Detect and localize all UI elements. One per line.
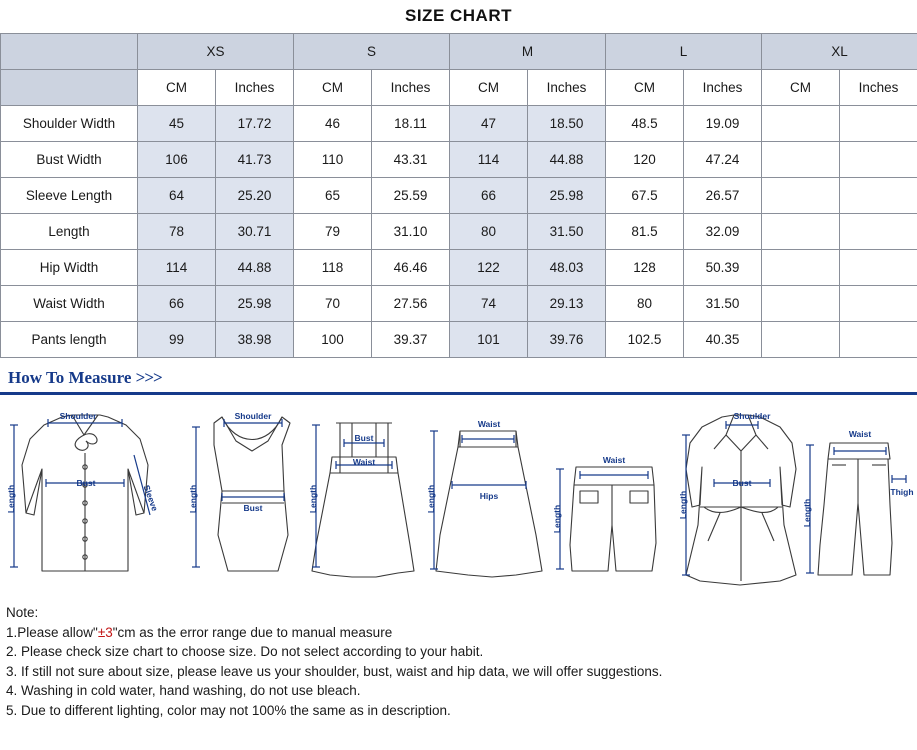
svg-text:Bust: Bust (732, 478, 752, 488)
cell-pants-length-xs-in: 38.98 (216, 322, 294, 358)
cell-waist-width-s-in: 27.56 (372, 286, 450, 322)
svg-text:Bust: Bust (354, 433, 374, 443)
arrows-glyph: >>> (135, 368, 162, 387)
cell-sleeve-length-m-in: 25.98 (528, 178, 606, 214)
svg-text:Bust: Bust (76, 478, 96, 488)
cell-length-l-in: 32.09 (684, 214, 762, 250)
figure-camisole (214, 417, 290, 571)
svg-text:Length: Length (552, 504, 562, 534)
cell-pants-length-xl-in (840, 322, 917, 358)
table-row (1, 250, 917, 286)
cell-shoulder-width-xs-in: 17.72 (216, 106, 294, 142)
size-header-xl: XL (762, 34, 917, 70)
note-item-5: 5. Due to different lighting, color may not 100% the same as in description. (6, 702, 451, 718)
cell-hip-width-m-in: 48.03 (528, 250, 606, 286)
row-label-hip-width: Hip Width (1, 250, 138, 286)
cell-hip-width-s-in: 46.46 (372, 250, 450, 286)
cell-hip-width-xl-in (840, 250, 917, 286)
row-label-waist-width: Waist Width (1, 286, 138, 322)
cell-pants-length-l-in: 40.35 (684, 322, 762, 358)
svg-text:Waist: Waist (352, 457, 376, 467)
cell-shoulder-width-m-in: 18.50 (528, 106, 606, 142)
note-1-tolerance: ±3 (97, 624, 113, 640)
cell-shoulder-width-l-in: 19.09 (684, 106, 762, 142)
figure-a-line-skirt (436, 431, 542, 577)
row-label-length: Length (1, 214, 138, 250)
cell-pants-length-s-in: 39.37 (372, 322, 450, 358)
table-row (1, 214, 917, 250)
cell-length-l-cm: 81.5 (606, 214, 684, 250)
note-item-1 (6, 623, 917, 643)
cell-bust-width-l-in: 47.24 (684, 142, 762, 178)
svg-text:Length: Length (308, 484, 318, 514)
cell-hip-width-m-cm: 122 (450, 250, 528, 286)
how-to-measure-heading (0, 358, 917, 388)
cell-bust-width-xl-cm (762, 142, 840, 178)
cell-waist-width-xs-cm: 66 (138, 286, 216, 322)
page-title: SIZE CHART (405, 6, 512, 25)
cell-pants-length-l-cm: 102.5 (606, 322, 684, 358)
cell-waist-width-xl-in (840, 286, 917, 322)
row-label-sleeve-length: Sleeve Length (1, 178, 138, 214)
cell-hip-width-l-in: 50.39 (684, 250, 762, 286)
table-row (1, 286, 917, 322)
cell-sleeve-length-m-cm: 66 (450, 178, 528, 214)
row-label-pants-length: Pants length (1, 322, 138, 358)
cell-pants-length-m-cm: 101 (450, 322, 528, 358)
table-row (1, 106, 917, 142)
cell-shoulder-width-s-cm: 46 (294, 106, 372, 142)
cell-bust-width-m-in: 44.88 (528, 142, 606, 178)
figure-shorts (570, 467, 656, 571)
table-row (1, 322, 917, 358)
cell-pants-length-s-cm: 100 (294, 322, 372, 358)
unit-header-xl-cm: CM (762, 70, 840, 106)
svg-text:Length: Length (802, 498, 812, 528)
cell-sleeve-length-xl-in (840, 178, 917, 214)
cell-bust-width-xs-cm: 106 (138, 142, 216, 178)
cell-shoulder-width-m-cm: 47 (450, 106, 528, 142)
size-chart-table (0, 33, 917, 358)
svg-text:Waist: Waist (602, 455, 626, 465)
cell-hip-width-xs-cm: 114 (138, 250, 216, 286)
row-label-shoulder-width: Shoulder Width (1, 106, 138, 142)
cell-shoulder-width-xl-cm (762, 106, 840, 142)
unit-header-m-cm: CM (450, 70, 528, 106)
cell-length-s-cm: 79 (294, 214, 372, 250)
cell-sleeve-length-xl-cm (762, 178, 840, 214)
table-row (1, 178, 917, 214)
cell-sleeve-length-s-cm: 65 (294, 178, 372, 214)
table-corner-cell (1, 34, 138, 70)
cell-waist-width-m-in: 29.13 (528, 286, 606, 322)
svg-text:Bust: Bust (243, 503, 263, 513)
cell-hip-width-xs-in: 44.88 (216, 250, 294, 286)
cell-bust-width-m-cm: 114 (450, 142, 528, 178)
note-1-post: "cm as the error range due to manual measure (112, 624, 393, 640)
unit-header-xl-in: Inches (840, 70, 917, 106)
cell-length-m-cm: 80 (450, 214, 528, 250)
row-label-bust-width: Bust Width (1, 142, 138, 178)
svg-text:Waist: Waist (477, 419, 501, 429)
cell-bust-width-l-cm: 120 (606, 142, 684, 178)
measure-illustrations (0, 395, 917, 595)
cell-bust-width-xs-in: 41.73 (216, 142, 294, 178)
svg-text:Waist: Waist (848, 429, 872, 439)
figure-skirt-overall (312, 423, 414, 577)
cell-pants-length-xl-cm (762, 322, 840, 358)
unit-header-m-in: Inches (528, 70, 606, 106)
size-header-m: M (450, 34, 606, 70)
size-header-l: L (606, 34, 762, 70)
figure-blouse (22, 415, 148, 571)
cell-waist-width-m-cm: 74 (450, 286, 528, 322)
unit-header-s-cm: CM (294, 70, 372, 106)
cell-bust-width-xl-in (840, 142, 917, 178)
svg-text:Length: Length (678, 490, 688, 520)
measure-figures (0, 395, 917, 595)
table-header-units (1, 70, 917, 106)
size-header-s: S (294, 34, 450, 70)
note-item-2: 2. Please check size chart to choose size. Do not select according to your habit. (6, 644, 484, 659)
svg-text:Length: Length (426, 484, 436, 514)
note-1-pre: 1.Please allow" (6, 624, 98, 640)
cell-shoulder-width-s-in: 18.11 (372, 106, 450, 142)
svg-text:Length: Length (6, 484, 16, 514)
unit-header-l-cm: CM (606, 70, 684, 106)
unit-header-s-in: Inches (372, 70, 450, 106)
unit-header-xs-in: Inches (216, 70, 294, 106)
cell-bust-width-s-cm: 110 (294, 142, 372, 178)
cell-waist-width-s-cm: 70 (294, 286, 372, 322)
cell-waist-width-l-cm: 80 (606, 286, 684, 322)
cell-hip-width-s-cm: 118 (294, 250, 372, 286)
size-header-xs: XS (138, 34, 294, 70)
note-item-3: 3. If still not sure about size, please leave us your shoulder, bust, waist and hip data, we will offer suggestions. (6, 663, 663, 679)
cell-pants-length-xs-cm: 99 (138, 322, 216, 358)
how-to-measure-label: How To Measure (8, 368, 132, 387)
figure-trousers (818, 443, 892, 575)
notes-block (0, 595, 917, 720)
svg-text:Hips: Hips (479, 491, 499, 501)
cell-shoulder-width-xs-cm: 45 (138, 106, 216, 142)
cell-sleeve-length-xs-in: 25.20 (216, 178, 294, 214)
svg-text:Shoulder: Shoulder (234, 411, 272, 421)
cell-pants-length-m-in: 39.76 (528, 322, 606, 358)
cell-sleeve-length-xs-cm: 64 (138, 178, 216, 214)
cell-shoulder-width-l-cm: 48.5 (606, 106, 684, 142)
cell-hip-width-l-cm: 128 (606, 250, 684, 286)
svg-text:Sleeve: Sleeve (141, 483, 161, 513)
cell-sleeve-length-l-cm: 67.5 (606, 178, 684, 214)
svg-text:Thigh: Thigh (890, 487, 914, 497)
cell-waist-width-xl-cm (762, 286, 840, 322)
cell-sleeve-length-s-in: 25.59 (372, 178, 450, 214)
cell-hip-width-xl-cm (762, 250, 840, 286)
table-header-sizes (1, 34, 917, 70)
unit-header-xs-cm: CM (138, 70, 216, 106)
cell-shoulder-width-xl-in (840, 106, 917, 142)
table-row (1, 142, 917, 178)
cell-length-xs-in: 30.71 (216, 214, 294, 250)
cell-sleeve-length-l-in: 26.57 (684, 178, 762, 214)
svg-text:Length: Length (188, 484, 198, 514)
notes-heading: Note: (6, 605, 39, 620)
cell-length-m-in: 31.50 (528, 214, 606, 250)
note-item-4: 4. Washing in cold water, hand washing, do not use bleach. (6, 683, 361, 698)
figure-coat-dress (686, 415, 796, 585)
cell-length-xl-in (840, 214, 917, 250)
cell-length-xl-cm (762, 214, 840, 250)
cell-waist-width-xs-in: 25.98 (216, 286, 294, 322)
table-corner-cell-2 (1, 70, 138, 106)
svg-text:Shoulder: Shoulder (733, 411, 771, 421)
cell-bust-width-s-in: 43.31 (372, 142, 450, 178)
cell-length-s-in: 31.10 (372, 214, 450, 250)
cell-length-xs-cm: 78 (138, 214, 216, 250)
cell-waist-width-l-in: 31.50 (684, 286, 762, 322)
svg-text:Shoulder: Shoulder (59, 411, 97, 421)
unit-header-l-in: Inches (684, 70, 762, 106)
